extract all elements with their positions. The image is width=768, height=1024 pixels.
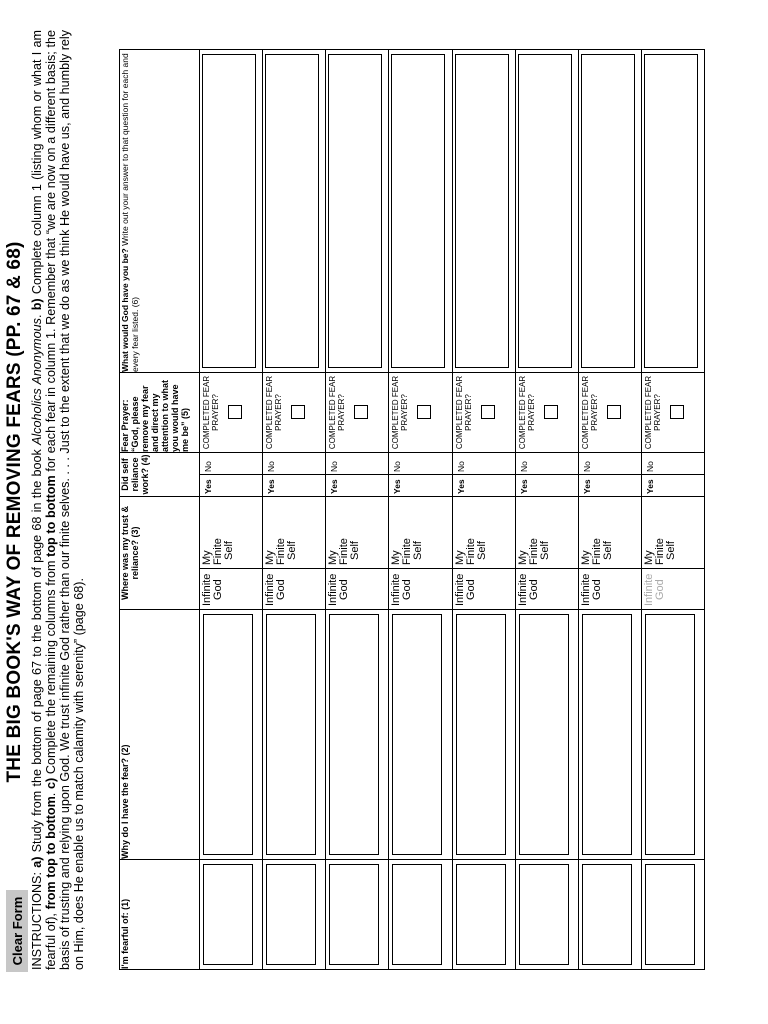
self-label: Self <box>475 541 488 560</box>
header-why-fear: Why do I have the fear? (2) <box>120 610 200 860</box>
finite-label: Finite <box>275 538 288 565</box>
finite-label: Finite <box>338 538 351 565</box>
fear-prayer-cell <box>389 373 452 453</box>
answer-input[interactable] <box>202 54 256 368</box>
infinite-label: Infinite <box>264 573 277 606</box>
infinite-god-option[interactable] <box>200 568 262 609</box>
fear-input[interactable] <box>582 864 632 965</box>
my-label: My <box>642 550 655 565</box>
yes-option[interactable]: Yes <box>455 479 466 494</box>
answer-cell <box>263 50 326 373</box>
infinite-label: Infinite <box>390 573 403 606</box>
yes-option[interactable]: Yes <box>392 479 403 494</box>
self-label: Self <box>349 541 362 560</box>
infinite-god-option[interactable] <box>389 568 451 609</box>
my-label: My <box>453 550 466 565</box>
self-reliance-cell <box>389 453 452 497</box>
self-reliance-cell <box>263 453 326 497</box>
self-label: Self <box>601 541 614 560</box>
finite-label: Finite <box>212 538 224 565</box>
header-fearful-of: I'm fearful of: (1) <box>120 860 200 970</box>
self-reliance-cell <box>452 453 515 497</box>
god-label: God <box>653 579 666 600</box>
why-cell <box>452 610 515 860</box>
trust-cell <box>326 497 389 610</box>
god-label: God <box>464 579 477 600</box>
self-reliance-cell <box>641 453 704 497</box>
why-input[interactable] <box>392 614 442 855</box>
finite-label: Finite <box>590 538 603 565</box>
yes-option[interactable]: Yes <box>644 479 655 494</box>
why-cell <box>641 610 704 860</box>
self-label: Self <box>664 541 677 560</box>
no-option[interactable]: No <box>453 453 515 475</box>
fear-inventory-table <box>119 49 705 970</box>
god-label: God <box>590 579 603 600</box>
prayer-label: PRAYER? <box>337 394 347 431</box>
infinite-god-option[interactable] <box>263 568 325 609</box>
fear-prayer-cell <box>200 373 263 453</box>
answer-input[interactable] <box>644 54 698 368</box>
yes-option[interactable]: Yes <box>518 479 529 494</box>
prayer-label: PRAYER? <box>652 394 662 431</box>
why-input[interactable] <box>645 614 695 855</box>
fear-cell <box>641 860 704 970</box>
answer-input[interactable] <box>265 54 319 368</box>
prayer-label: PRAYER? <box>274 394 284 431</box>
my-finite-self-option[interactable] <box>453 532 515 568</box>
trust-cell <box>578 497 641 610</box>
infinite-god-option[interactable] <box>326 568 388 609</box>
my-label: My <box>264 550 277 565</box>
fear-cell <box>452 860 515 970</box>
header-self-reliance-work: Did self reliance work? (4) <box>120 453 200 497</box>
yes-option[interactable]: Yes <box>329 479 340 494</box>
self-reliance-cell <box>515 453 578 497</box>
self-label: Self <box>412 541 425 560</box>
infinite-god-option[interactable] <box>579 568 641 609</box>
trust-cell <box>452 497 515 610</box>
why-input[interactable] <box>519 614 569 855</box>
completed-fear-label: COMPLETED FEAR <box>517 375 527 450</box>
answer-input[interactable] <box>328 54 382 368</box>
prayer-label: PRAYER? <box>526 394 536 431</box>
table-row <box>263 50 326 970</box>
fear-cell <box>515 860 578 970</box>
fear-cell <box>263 860 326 970</box>
fear-cell <box>326 860 389 970</box>
fear-prayer-cell <box>263 373 326 453</box>
fear-input[interactable] <box>266 864 316 965</box>
header-fear-prayer: Fear Prayer: “God, please remove my fear and direct my attention to what you would have me be” (5) <box>120 373 200 453</box>
trust-cell <box>515 497 578 610</box>
why-cell <box>515 610 578 860</box>
self-label: Self <box>223 541 235 560</box>
no-option[interactable]: No <box>389 453 451 475</box>
header-what-god-have-you-be: What would God have you be? Write out your answer to that question for each and every fear listed. (6) <box>120 50 200 373</box>
why-cell <box>578 610 641 860</box>
finite-label: Finite <box>401 538 414 565</box>
my-finite-self-option[interactable] <box>579 532 641 568</box>
table-row <box>452 50 515 970</box>
why-cell <box>263 610 326 860</box>
my-finite-self-option[interactable] <box>389 532 451 568</box>
answer-cell <box>326 50 389 373</box>
infinite-label: Infinite <box>642 573 655 606</box>
god-label: God <box>401 579 414 600</box>
my-label: My <box>327 550 340 565</box>
table-row <box>326 50 389 970</box>
self-label: Self <box>286 541 299 560</box>
prayer-label: PRAYER? <box>589 394 599 431</box>
no-option[interactable]: No <box>579 453 641 475</box>
self-reliance-cell <box>200 453 263 497</box>
no-option[interactable]: No <box>516 453 578 475</box>
no-option[interactable]: No <box>642 453 704 475</box>
yes-option[interactable]: Yes <box>581 479 592 494</box>
answer-input[interactable] <box>518 54 572 368</box>
answer-cell <box>452 50 515 373</box>
my-label: My <box>516 550 529 565</box>
answer-input[interactable] <box>391 54 445 368</box>
god-label: God <box>527 579 540 600</box>
self-label: Self <box>538 541 551 560</box>
prayer-label: PRAYER? <box>400 394 410 431</box>
infinite-label: Infinite <box>453 573 466 606</box>
prayer-checkbox[interactable] <box>417 406 431 420</box>
why-input[interactable] <box>456 614 506 855</box>
my-finite-self-option[interactable] <box>516 532 578 568</box>
table-row <box>641 50 704 970</box>
prayer-checkbox[interactable] <box>670 406 684 420</box>
self-reliance-cell <box>578 453 641 497</box>
finite-label: Finite <box>653 538 666 565</box>
prayer-checkbox[interactable] <box>544 406 558 420</box>
my-finite-self-option[interactable] <box>642 532 704 568</box>
yes-option[interactable]: Yes <box>266 479 277 494</box>
page-title: THE BIG BOOK'S WAY OF REMOVING FEARS (PP. 67 & 68) <box>4 241 25 783</box>
answer-input[interactable] <box>581 54 635 368</box>
my-finite-self-option[interactable] <box>263 532 325 568</box>
my-label: My <box>390 550 403 565</box>
fear-cell <box>200 860 263 970</box>
prayer-label: PRAYER? <box>463 394 473 431</box>
why-input[interactable] <box>329 614 379 855</box>
completed-fear-label: COMPLETED FEAR <box>643 375 653 450</box>
god-label: God <box>212 579 224 600</box>
table-row <box>578 50 641 970</box>
why-cell <box>326 610 389 860</box>
why-input[interactable] <box>266 614 316 855</box>
answer-input[interactable] <box>455 54 509 368</box>
completed-fear-label: COMPLETED FEAR <box>265 375 275 450</box>
fear-input[interactable] <box>519 864 569 965</box>
header-trust-reliance: Where was my trust & reliance? (3) <box>120 497 200 610</box>
prayer-checkbox[interactable] <box>291 406 305 420</box>
completed-fear-label: COMPLETED FEAR <box>580 375 590 450</box>
god-label: God <box>275 579 288 600</box>
trust-cell <box>200 497 263 610</box>
fear-input[interactable] <box>203 864 253 965</box>
my-finite-self-option[interactable] <box>326 532 388 568</box>
fear-cell <box>389 860 452 970</box>
my-finite-self-option[interactable] <box>200 532 262 568</box>
answer-cell <box>515 50 578 373</box>
why-input[interactable] <box>203 614 253 855</box>
completed-fear-label: COMPLETED FEAR <box>202 375 211 450</box>
fear-input[interactable] <box>456 864 506 965</box>
infinite-label: Infinite <box>579 573 592 606</box>
why-cell <box>389 610 452 860</box>
fear-input[interactable] <box>645 864 695 965</box>
instructions-text: INSTRUCTIONS: a) Study from the bottom of page 67 to the bottom of page 68 in the book Alcoholics Anonymous. b) Complete column 1 (listing whom or what I am fearful of), from top to bottom. c) Complete the remaining columns from top to bottom for each fear in column 1. Remember that “we are now on a different basis; the basis of trusting and relying upon God. We trust infinite God rather than our finite selves. . . . Just to the extent that we do as we think He would have us, and humbly rely on Him, does He enable us to match calamity with serenity” (page 68). <box>30 29 86 970</box>
table-row <box>389 50 452 970</box>
yes-option[interactable]: Yes <box>203 479 213 494</box>
fear-cell <box>578 860 641 970</box>
fear-prayer-cell <box>452 373 515 453</box>
infinite-label: Infinite <box>516 573 529 606</box>
infinite-god-option[interactable] <box>516 568 578 609</box>
fear-input[interactable] <box>392 864 442 965</box>
table-row <box>200 50 263 970</box>
fear-prayer-cell <box>641 373 704 453</box>
infinite-label: Infinite <box>327 573 340 606</box>
trust-cell <box>389 497 452 610</box>
no-option[interactable]: No <box>200 453 262 475</box>
completed-fear-label: COMPLETED FEAR <box>391 375 401 450</box>
answer-cell <box>200 50 263 373</box>
clear-form-button[interactable]: Clear Form <box>6 890 28 972</box>
prayer-checkbox[interactable] <box>354 406 368 420</box>
my-label: My <box>201 550 213 565</box>
no-option[interactable]: No <box>263 453 325 475</box>
infinite-god-option[interactable] <box>453 568 515 609</box>
why-input[interactable] <box>582 614 632 855</box>
trust-cell <box>641 497 704 610</box>
prayer-label: PRAYER? <box>211 394 220 431</box>
why-cell <box>200 610 263 860</box>
prayer-checkbox[interactable] <box>481 406 495 420</box>
completed-fear-label: COMPLETED FEAR <box>454 375 464 450</box>
completed-fear-label: COMPLETED FEAR <box>328 375 338 450</box>
fear-prayer-cell <box>578 373 641 453</box>
finite-label: Finite <box>527 538 540 565</box>
table-header-row <box>120 50 200 970</box>
finite-label: Finite <box>464 538 477 565</box>
prayer-checkbox[interactable] <box>607 406 621 420</box>
answer-cell <box>641 50 704 373</box>
table-row <box>515 50 578 970</box>
infinite-label: Infinite <box>201 573 213 606</box>
fear-prayer-cell <box>515 373 578 453</box>
my-label: My <box>579 550 592 565</box>
prayer-checkbox[interactable] <box>228 406 242 420</box>
fear-prayer-cell <box>326 373 389 453</box>
trust-cell <box>263 497 326 610</box>
answer-cell <box>578 50 641 373</box>
answer-cell <box>389 50 452 373</box>
no-option[interactable]: No <box>326 453 388 475</box>
god-label: God <box>338 579 351 600</box>
self-reliance-cell <box>326 453 389 497</box>
infinite-god-option[interactable] <box>642 568 704 609</box>
fear-input[interactable] <box>329 864 379 965</box>
